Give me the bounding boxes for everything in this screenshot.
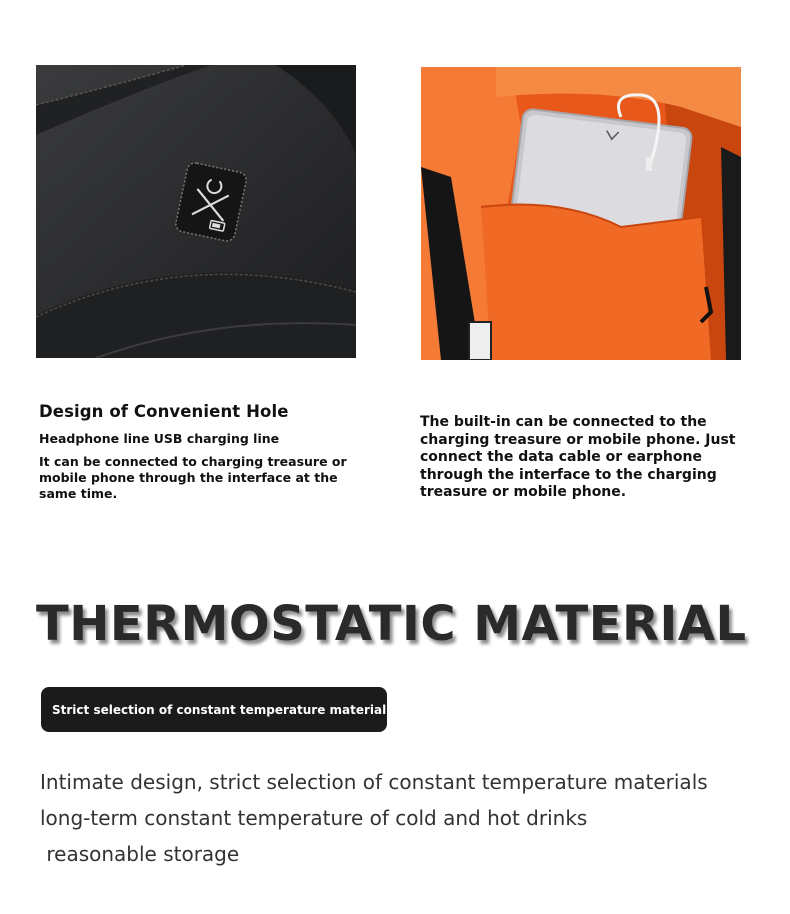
material-pill-label: Strict selection of constant temperature material: [52, 702, 387, 717]
feature-description: It can be connected to charging treasure or mobile phone through the interface at the same time.: [39, 454, 347, 501]
backpack-interior-tablet-photo: [421, 67, 741, 360]
description-line: Intimate design, strict selection of constant temperature materials: [40, 770, 708, 794]
feature-subtitle: Headphone line USB charging line: [39, 431, 280, 446]
description-line: reasonable storage: [40, 842, 240, 866]
section-heading: THERMOSTATIC MATERIAL: [36, 596, 747, 652]
material-pill-badge: [41, 687, 387, 732]
description-line: long-term constant temperature of cold and hot drinks: [40, 806, 588, 830]
material-description: [40, 764, 708, 872]
feature-caption-right: The built-in can be connected to the charging treasure or mobile phone. Just connect the data cable or earphone through the interface to the charging treasure or mobile phone.: [420, 414, 736, 501]
feature-title: Design of Convenient Hole: [39, 402, 289, 421]
backpack-charging-port-photo: [36, 65, 356, 358]
feature-caption-left: [39, 402, 359, 502]
